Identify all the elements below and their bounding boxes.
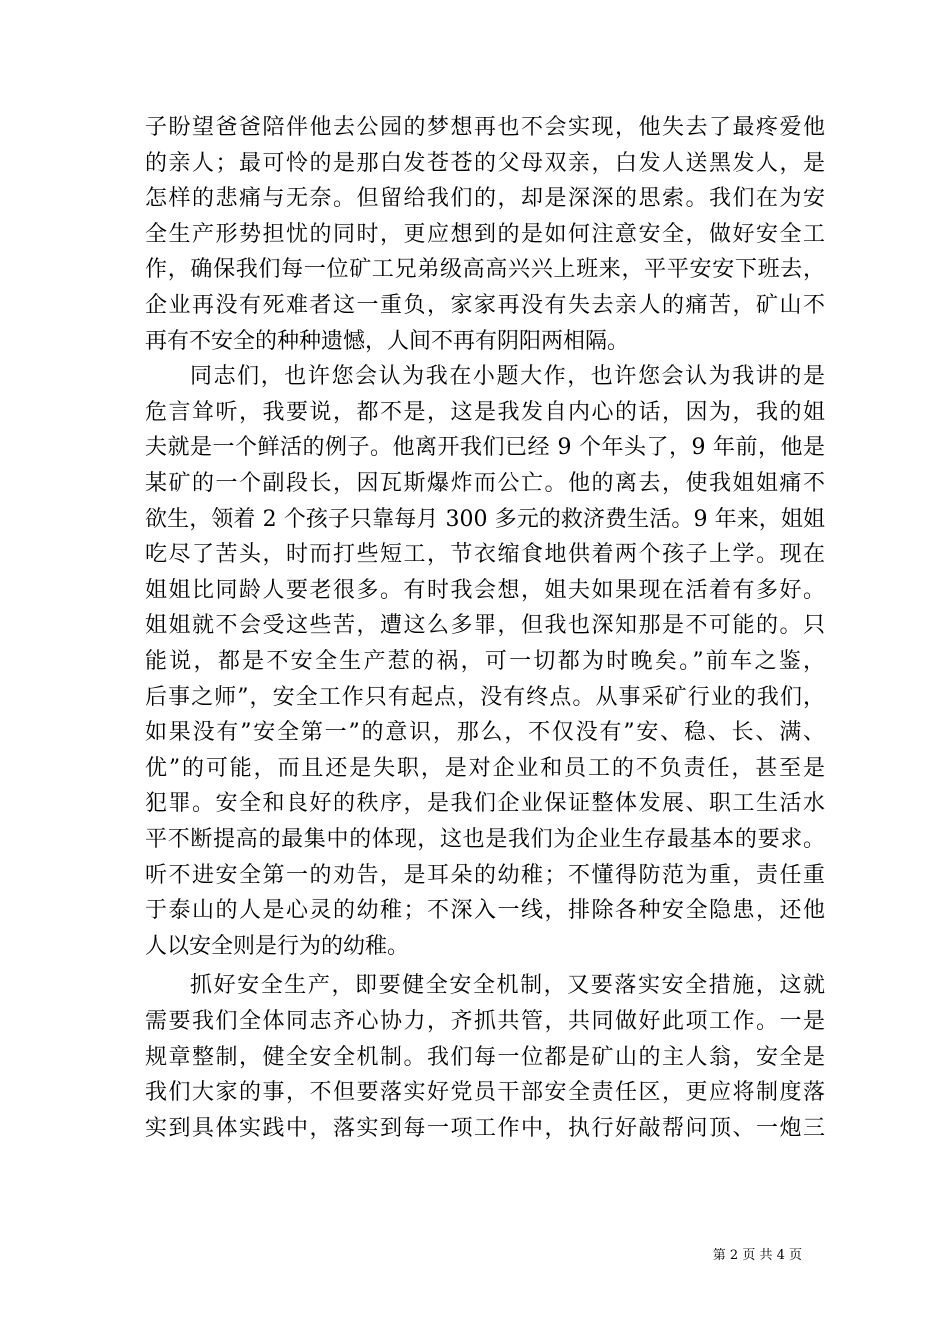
body-text-line: 欲生，领着 2 个孩子只靠每月 300 多元的救济费生活。9 年来，姐姐 — [145, 506, 825, 532]
page-number-footer: 第 2 页 共 4 页 — [712, 1248, 802, 1263]
body-text-line: 姐姐比同龄人要老很多。有时我会想，姐夫如果现在活着有多好。 — [145, 577, 825, 603]
body-text-line: 犯罪。安全和良好的秩序，是我们企业保证整体发展、职工生活水 — [145, 791, 825, 817]
body-text-line: 于泰山的人是心灵的幼稚；不深入一线，排除各种安全隐患，还他 — [145, 898, 825, 924]
body-text-line: 怎样的悲痛与无奈。但留给我们的，却是深深的思索。我们在为安 — [145, 186, 825, 212]
body-text-line: 同志们，也许您会认为我在小题大作，也许您会认为我讲的是 — [190, 364, 825, 390]
body-text-line: 需要我们全体同志齐心协力，齐抓共管，共同做好此项工作。一是 — [145, 1009, 825, 1034]
body-text-line: 作，确保我们每一位矿工兄弟级高高兴兴上班来，平平安安下班去， — [145, 257, 825, 283]
body-text-line: 平不断提高的最集中的体现，这也是我们为企业生存最基本的要求。 — [145, 827, 825, 852]
body-text-line: 危言耸听，我要说，都不是，这是我发自内心的话，因为，我的姐 — [145, 399, 825, 425]
body-text-line: 某矿的一个副段长，因瓦斯爆炸而公亡。他的离去，使我姐姐痛不 — [145, 471, 825, 496]
body-text-line: 规章整制，健全安全机制。我们每一位都是矿山的主人翁，安全是 — [145, 1044, 825, 1070]
body-text-line: 我们大家的事，不但要落实好党员干部安全责任区，更应将制度落 — [145, 1080, 825, 1106]
body-text-line: 优”的可能，而且还是失职，是对企业和员工的不负责任，甚至是 — [145, 755, 825, 781]
body-text-line: 能说，都是不安全生产惹的祸，可一切都为时晚矣。”前车之鉴， — [145, 649, 825, 674]
body-text-line: 姐姐就不会受这些苦，遭这么多罪，但我也深知那是不可能的。只 — [145, 613, 825, 639]
body-text-line: 实到具体实践中，落实到每一项工作中，执行好敲帮问顶、一炮三 — [145, 1115, 825, 1141]
body-text-line: 子盼望爸爸陪伴他去公园的梦想再也不会实现，他失去了最疼爱他 — [145, 115, 825, 140]
body-text-line: 企业再没有死难者这一重负，家家再没有失去亲人的痛苦，矿山不 — [145, 293, 825, 318]
body-text-line: 的亲人；最可怜的是那白发苍苍的父母双亲，白发人送黑发人，是 — [145, 150, 825, 176]
body-text-line: 人以安全则是行为的幼稚。 — [145, 933, 410, 959]
body-text-line: 全生产形势担忧的同时，更应想到的是如何注意安全，做好安全工 — [145, 221, 825, 247]
body-text-line: 再有不安全的种种遗憾，人间不再有阴阳两相隔。 — [145, 328, 630, 354]
body-text-line: 夫就是一个鲜活的例子。他离开我们已经 9 个年头了，9 年前，他是 — [145, 435, 825, 461]
body-text-line: 抓好安全生产，即要健全安全机制，又要落实安全措施，这就 — [190, 973, 825, 999]
body-text-line: 吃尽了苦头，时而打些短工，节衣缩食地供着两个孩子上学。现在 — [145, 542, 825, 568]
body-text-line: 如果没有”安全第一”的意识，那么，不仅没有”安、稳、长、满、 — [145, 720, 825, 746]
body-text-line: 听不进安全第一的劝告，是耳朵的幼稚；不懂得防范为重，责任重 — [145, 862, 825, 888]
body-text-line: 后事之师”，安全工作只有起点，没有终点。从事采矿行业的我们， — [145, 684, 825, 710]
